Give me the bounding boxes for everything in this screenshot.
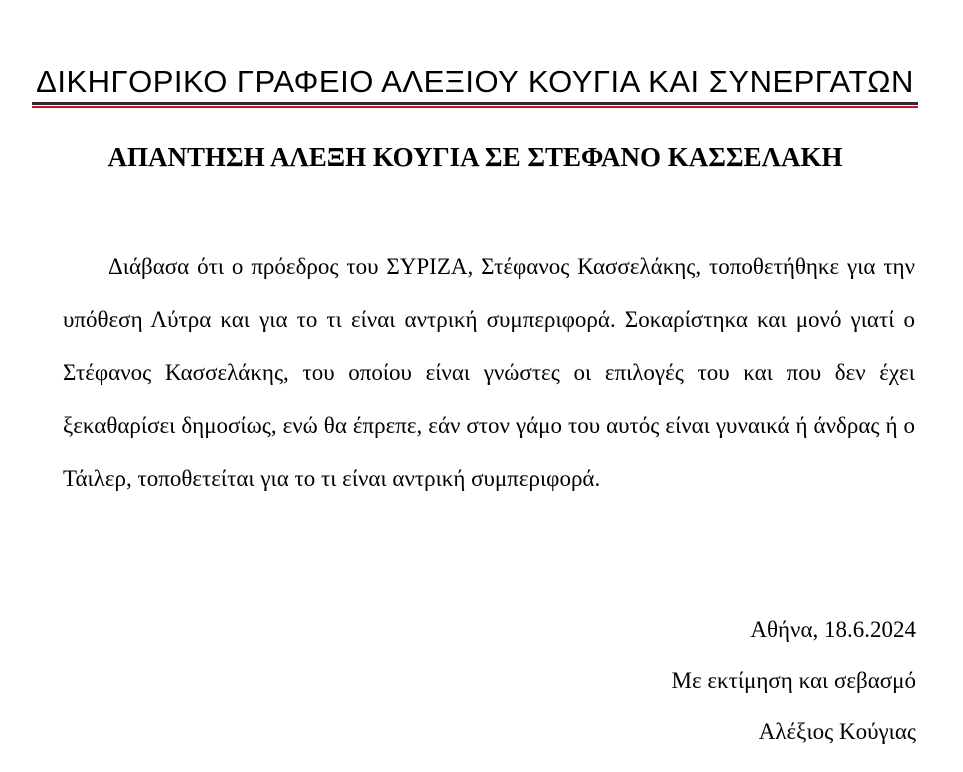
letterhead-rule-dark xyxy=(32,102,918,105)
closing-block xyxy=(672,604,917,757)
place-date: Αθήνα, 18.6.2024 xyxy=(750,617,916,642)
letterhead-rule-red xyxy=(32,106,918,108)
signature: Αλέξιος Κούγιας xyxy=(758,719,916,744)
salutation: Με εκτίμηση και σεβασμό xyxy=(671,668,916,693)
document-headline: ΑΠΑΝΤΗΣΗ ΑΛΕΞΗ ΚΟΥΓΙΑ ΣΕ ΣΤΕΦΑΝΟ ΚΑΣΣΕΛΑΚΗ xyxy=(107,142,843,172)
body-paragraph: Διάβασα ότι ο πρόεδρος του ΣΥΡΙΖΑ, Στέφανος Κασσελάκης, τοποθετήθηκε για την υπόθεση Λύτρα και για το τι είναι αντρική συμπεριφορά. Σοκαρίστηκα και μονό γιατί ο Στέφανος Κασσελάκης, του οποίου είναι γνώστες οι επιλογές του και που δεν έχει ξεκαθαρίσει δημοσίως, ενώ θα έπρεπε, εάν στον γάμο του αυτός είναι γυναικά ή άνδρας ή ο Τάιλερ, τοποθετείται για το τι είναι αντρική συμπεριφορά. xyxy=(63,254,915,491)
letterhead-firm-name: ΔΙΚΗΓΟΡΙΚΟ ΓΡΑΦΕΙΟ ΑΛΕΞΙΟΥ ΚΟΥΓΙΑ ΚΑΙ ΣΥΝΕΡΓΑΤΩΝ xyxy=(36,64,914,99)
